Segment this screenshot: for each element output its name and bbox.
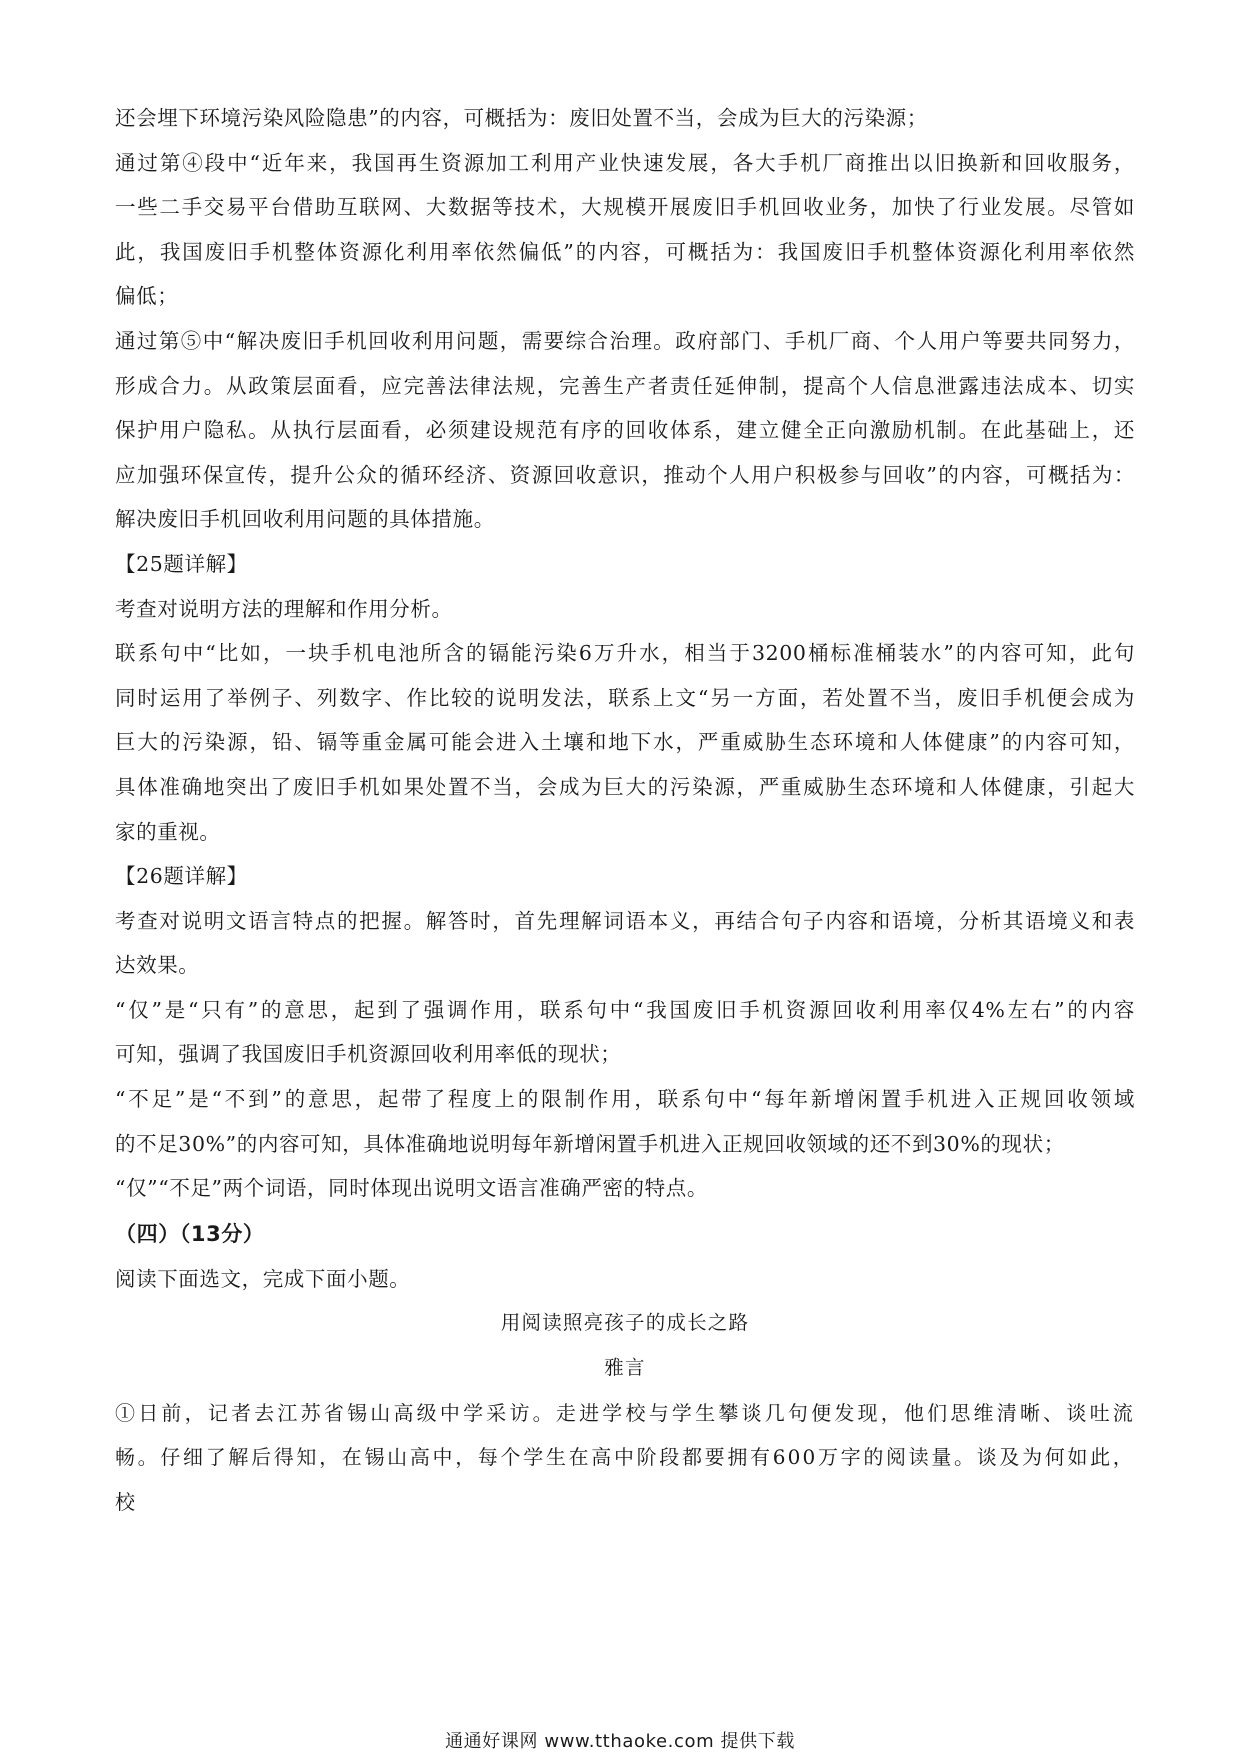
- text-line: 保护用户隐私。从执行层面看，必须建设规范有序的回收体系，建立健全正向激励机制。在此基础上，还: [115, 418, 1135, 443]
- document-body: [115, 96, 1135, 1524]
- text-line: 联系句中“比如，一块手机电池所含的镉能污染6万升水，相当于3200桶标准桶装水”的内容可知，此句: [115, 641, 1135, 666]
- question-heading-26: 【26题详解】: [115, 864, 248, 889]
- text-line: 的不足30%”的内容可知，具体准确地说明每年新增闲置手机进入正规回收领域的还不到30%的现状；: [115, 1131, 1065, 1156]
- text-line: “仅”是“只有”的意思，起到了强调作用，联系句中“我国废旧手机资源回收利用率仅4%左右”的内容: [115, 997, 1135, 1022]
- text-line: 具体准确地突出了废旧手机如果处置不当，会成为巨大的污染源，严重威胁生态环境和人体健康，引起大: [115, 774, 1135, 799]
- text-line: 家的重视。: [115, 819, 221, 844]
- text-line: 还会埋下环境污染风险隐患”的内容，可概括为：废旧处置不当，会成为巨大的污染源；: [115, 106, 928, 130]
- text-line: 考查对说明文语言特点的把握。解答时，首先理解词语本义，再结合句子内容和语境，分析其语境义和表: [115, 908, 1135, 933]
- text-line: 巨大的污染源，铅、镉等重金属可能会进入土壤和地下水，严重威胁生态环境和人体健康”的内容可知，: [115, 730, 1135, 755]
- text-line: 阅读下面选文，完成下面小题。: [115, 1266, 411, 1291]
- article-author: 雅言: [604, 1356, 646, 1380]
- text-line: 达效果。: [115, 953, 200, 978]
- text-line: 偏低；: [115, 284, 179, 309]
- section-heading: （四）（13分）: [115, 1221, 265, 1246]
- text-line: 通过第④段中“近年来，我国再生资源加工利用产业快速发展，各大手机厂商推出以旧换新和回收服务，: [115, 150, 1135, 175]
- text-line: 一些二手交易平台借助互联网、大数据等技术，大规模开展废旧手机回收业务，加快了行业发展。尽管如: [115, 195, 1135, 220]
- text-line: 解决废旧手机回收利用问题的具体措施。: [115, 507, 495, 532]
- text-line: “不足”是“不到”的意思，起带了程度上的限制作用，联系句中“每年新增闲置手机进入正规回收领域: [115, 1087, 1135, 1112]
- text-line: 同时运用了举例子、列数字、作比较的说明发法，联系上文“另一方面，若处置不当，废旧手机便会成为: [115, 685, 1135, 710]
- text-line: 考查对说明方法的理解和作用分析。: [115, 596, 453, 621]
- text-line: 应加强环保宣传，提升公众的循环经济、资源回收意识，推动个人用户积极参与回收”的内容，可概括为：: [115, 462, 1135, 487]
- article-line: ①日前，记者去江苏省锡山高级中学采访。走进学校与学生攀谈几句便发现，他们思维清晰、谈吐流: [115, 1400, 1135, 1425]
- text-line: 通过第⑤中“解决废旧手机回收利用问题，需要综合治理。政府部门、手机厂商、个人用户等要共同努力，: [115, 328, 1135, 353]
- text-line: “仅”“不足”两个词语，同时体现出说明文语言准确严密的特点。: [115, 1176, 708, 1201]
- article-title: 用阅读照亮孩子的成长之路: [500, 1311, 750, 1335]
- text-line: 可知，强调了我国废旧手机资源回收利用率低的现状；: [115, 1042, 622, 1067]
- text-line: 形成合力。从政策层面看，应完善法律法规，完善生产者责任延伸制，提高个人信息泄露违法成本、切实: [115, 373, 1135, 398]
- text-line: 此，我国废旧手机整体资源化利用率依然偏低”的内容，可概括为：我国废旧手机整体资源化利用率依然: [115, 239, 1135, 264]
- article-line: 畅。仔细了解后得知，在锡山高中，每个学生在高中阶段都要拥有600万字的阅读量。谈及为何如此，校: [115, 1445, 1135, 1514]
- footer-watermark: 通通好课网 www.tthaoke.com 提供下载: [445, 1731, 795, 1752]
- question-heading-25: 【25题详解】: [115, 551, 248, 576]
